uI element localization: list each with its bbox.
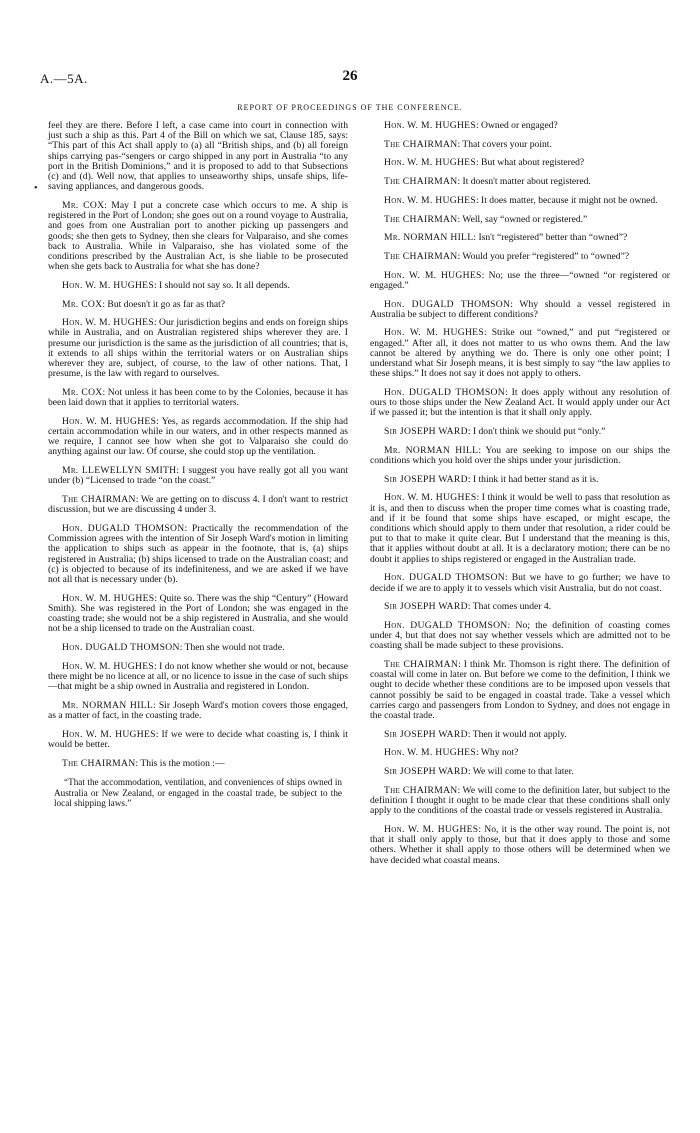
paragraph-text: : Why not? bbox=[475, 747, 519, 759]
speaker-name: The CHAIRMAN bbox=[384, 138, 458, 150]
paragraph bbox=[370, 252, 670, 262]
paragraph-text: : Quite so. There was the ship “Century” (Howard Smith). She was registered in the Port of London; she was engaged in the coasting trade; she would not be a ship registered in Australia, and she would not be a ship licensed to trade on the Australian coast. bbox=[48, 592, 348, 635]
speaker-name: Hon. W. M. HUGHES bbox=[384, 120, 476, 131]
speaker-name: Hon. W. M. HUGHES bbox=[384, 157, 476, 169]
paragraph bbox=[48, 417, 348, 458]
speaker-name: The CHAIRMAN bbox=[384, 250, 458, 262]
speaker-name: Hon. DUGALD THOMSON bbox=[384, 386, 505, 398]
paragraph bbox=[48, 730, 348, 750]
speaker-name: Mr. LLEWELLYN SMITH bbox=[62, 465, 177, 477]
paragraph-text: : Strike out “owned,” and put “registered or engaged.” After all, it does not matter to us who owns them. And the law cannot be altered by anything we do. There is only one other point; I understand what Sir Joseph means, it is best simply to say “the law applies to these ships.” It does not say it does not apply to others. bbox=[370, 327, 670, 380]
right-column bbox=[370, 121, 670, 874]
running-title: REPORT OF PROCEEDINGS OF THE CONFERENCE. bbox=[237, 103, 463, 112]
paragraph bbox=[370, 621, 670, 652]
paragraph bbox=[370, 388, 670, 419]
speaker-name: Hon. W. M. HUGHES bbox=[384, 823, 479, 835]
speaker-name: Hon. W. M. HUGHES bbox=[62, 660, 155, 672]
paragraph-text: : I think it had better stand as it is. bbox=[467, 473, 599, 485]
speaker-name: Hon. W. M. HUGHES bbox=[62, 728, 156, 740]
paragraph-text: “That the accommodation, ventilation, and conveniences of ships owned in Australia or New Zealand, or engaged in the coastal trade, be subject to the local shipping laws.” bbox=[54, 777, 342, 808]
paragraph-text: : I do not know whether she would or not, because there might be no licence at all, or no licence to issue in the case of such ships—that might be a ship owned in Australia and registered in London. bbox=[48, 660, 348, 693]
speaker-name: Sir JOSEPH WARD bbox=[384, 473, 468, 485]
paragraph-text: : May I put a concrete case which occurs to me. A ship is registered in the Port of London; she goes out on a round voyage to Australia, and goes from one Australian port to another picking up passengers and goods; she then gets to Sydney, then she clears for Valparaiso, and she comes back to Australia. While in Valparaiso, she has violated some of the conditions prescribed by the Australian Act, is she liable to be prosecuted when she gets back to Australia for what she has done? bbox=[48, 199, 348, 273]
paragraph bbox=[48, 495, 348, 515]
speaker-name: The CHAIRMAN bbox=[384, 659, 459, 671]
paragraph-text: : You are seeking to impose on our ships the conditions which you hold over the ships under your jurisdiction. bbox=[370, 444, 670, 466]
speaker-name: Mr. NORMAN HILL bbox=[384, 232, 474, 244]
paragraph bbox=[48, 201, 348, 272]
speaker-name: Hon. DUGALD THOMSON bbox=[62, 523, 185, 534]
paragraph bbox=[48, 662, 348, 693]
speaker-name: The CHAIRMAN bbox=[62, 494, 136, 506]
paragraph-text: : Would you prefer “registered” to “owned”? bbox=[457, 250, 630, 262]
paragraph bbox=[48, 466, 348, 486]
speaker-name: Hon. DUGALD THOMSON bbox=[384, 572, 506, 584]
paragraph-text: feel they are there. Before I left, a case came into court in connection with just such a ship as this. Part 4 of the Bill on which we sat, Clause 185, says: “This part of this Act shall apply to (a) all “British ships, and (b) all foreign ships carrying pas-“sengers or cargo shipped in any port in Australia “to any port in the British Dominions,” and it is proposed to add to that Subsections (c) and (d). Well now, that applies to unseaworthy ships, unsafe ships, life-saving appliances, and dangerous goods. bbox=[48, 120, 348, 193]
paragraph bbox=[48, 388, 348, 408]
paragraph bbox=[370, 446, 670, 466]
speaker-name: Hon. W. M. HUGHES bbox=[62, 279, 154, 291]
paragraph-text: : We are getting on to discuss 4. I don't want to restrict discussion, but we are discussing 4 under 3. bbox=[48, 494, 348, 516]
paragraph bbox=[370, 660, 670, 721]
paragraph-text: : But what about registered? bbox=[475, 157, 585, 169]
paragraph-text: : That covers your point. bbox=[457, 138, 552, 150]
paragraph bbox=[370, 140, 670, 150]
paragraph-text: : If we were to decide what coasting is, I think it would be better. bbox=[48, 728, 348, 750]
speaker-name: The CHAIRMAN bbox=[384, 176, 458, 188]
paragraph-text: : Practically the recommendation of the Commission agrees with the intention of Sir Joseph Ward's motion in limiting the application to ships such as appear in the footnote, that is, (a) ships registered in Australia; (b) ships licensed to trade on the Australian coast; and (c) is objected to because of its indefiniteness, and we are asked if we have not all that is necessary under (b). bbox=[48, 523, 348, 586]
paragraph bbox=[48, 300, 348, 310]
paragraph-text: : Owned or engaged? bbox=[475, 120, 558, 131]
paragraph-text: : This is the motion :— bbox=[135, 757, 225, 769]
paragraph bbox=[370, 196, 670, 206]
speaker-name: Hon. W. M. HUGHES bbox=[384, 747, 476, 759]
paragraph bbox=[370, 300, 670, 320]
speaker-name: Mr. COX bbox=[62, 298, 103, 310]
paragraph-text: : I think Mr. Thomson is right there. The definition of coastal will come in later on. But before we come to the definition, I think we ought to decide whether these conditions are to be imposed upon vessels that cannot possibly be said to be engaged in coastal trade. Take a vessel which carries cargo and passengers from London to Sydney, and does not engage in the coastal trade. bbox=[370, 659, 670, 722]
paragraph bbox=[370, 158, 670, 168]
paragraph-text: : Yes, as regards accommodation. If the ship had certain accommodation while in our waters, and in other respects manned as we require, I cannot see how when she got to Valparaiso she could do anything against our law. Of course, she could stop up the ventilation. bbox=[48, 415, 348, 458]
paragraph bbox=[370, 493, 670, 564]
paragraph-text: : Then she would not trade. bbox=[179, 642, 285, 654]
paragraph-text: : No; use the three—“owned “or registered or engaged.” bbox=[370, 269, 670, 291]
paragraph bbox=[54, 777, 342, 808]
paragraph bbox=[48, 318, 348, 379]
paragraph bbox=[48, 281, 348, 291]
speaker-name: Hon. W. M. HUGHES bbox=[384, 194, 476, 206]
paragraph-text: : No, it is the other way round. The point is, not that it shall only apply to those, but that it does apply to those and some others. Whether it shall apply to those others will be determined when we have decided what coastal means. bbox=[370, 823, 670, 866]
speaker-name: Hon. DUGALD THOMSON bbox=[384, 619, 508, 631]
paragraph bbox=[370, 786, 670, 817]
paragraph-text: : We will come to the definition later, but subject to the definition I thought it ought to be made clear that these conditions shall only apply to the conditions of the coastal trade or vessels registered in Australia. bbox=[370, 784, 670, 817]
paragraph-text: : It does apply without any resolution of ours to those ships under the New Zealand Act. It would apply under our Act if we passed it; but the intention is that it shall only apply. bbox=[370, 386, 670, 419]
paragraph-text: : It does matter, because it might not be owned. bbox=[475, 194, 658, 206]
paragraph bbox=[370, 475, 670, 485]
paragraph bbox=[48, 701, 348, 721]
speaker-name: The CHAIRMAN bbox=[62, 757, 136, 769]
paragraph bbox=[48, 524, 348, 585]
paragraph bbox=[370, 121, 670, 131]
document-reference: A.—5A. bbox=[40, 71, 88, 86]
paragraph-text: : Well, say “owned or registered.” bbox=[457, 213, 588, 225]
page-number: 26 bbox=[342, 68, 358, 84]
paragraph-text: : I think it would be well to pass that resolution as it is, and then to discuss when the proper time comes what is coasting trade, and if it be found that some ships have escaped, or might escape, the conditions which should apply to them under that resolution, a rider could be put to that to make it quite clear. But I understand that the meaning is this, that it applies without doubt at all. It is a declaratory motion; there can be no doubt it applies to ships registered or engaged in the Australian trade. bbox=[370, 492, 670, 565]
margin-mark: • bbox=[34, 183, 38, 194]
speaker-name: Hon. DUGALD THOMSON bbox=[384, 298, 511, 310]
speaker-name: Hon. DUGALD THOMSON bbox=[62, 642, 180, 654]
paragraph-text: : No; the definition of coasting comes under 4, but that does not say whether vessels which are admitted not to be coasting shall be made subject to these provisions. bbox=[370, 619, 670, 652]
paragraph-text: : That comes under 4. bbox=[467, 601, 552, 613]
paragraph-text: : But we have to go further; we have to decide if we are to apply it to vessels which visit Australia, but do not coast. bbox=[370, 572, 670, 594]
left-column bbox=[48, 121, 348, 816]
paragraph-text: : But doesn't it go as far as that? bbox=[102, 298, 226, 310]
paragraph bbox=[370, 767, 670, 777]
speaker-name: Mr. NORMAN HILL bbox=[62, 699, 153, 711]
paragraph bbox=[370, 328, 670, 379]
paragraph-text: : I suggest you have really got all you want under (b) “Licensed to trade “on the coast.” bbox=[48, 465, 348, 487]
paragraph bbox=[370, 233, 670, 243]
paragraph bbox=[48, 594, 348, 635]
speaker-name: The CHAIRMAN bbox=[384, 213, 458, 225]
paragraph bbox=[370, 427, 670, 437]
paragraph bbox=[48, 759, 348, 769]
paragraph bbox=[48, 121, 348, 192]
paragraph-text: : I don't think we should put “only.” bbox=[467, 426, 606, 438]
paragraph-text: : Isn't “registered” better than “owned”? bbox=[473, 232, 628, 244]
speaker-name: The CHAIRMAN bbox=[384, 784, 458, 796]
paragraph bbox=[370, 573, 670, 593]
paragraph bbox=[370, 602, 670, 612]
speaker-name: Sir JOSEPH WARD bbox=[384, 426, 468, 438]
speaker-name: Hon. W. M. HUGHES bbox=[384, 269, 482, 281]
paragraph-text: : Sir Joseph Ward's motion covers those engaged, as a matter of fact, in the coasting trade. bbox=[48, 699, 348, 722]
speaker-name: Hon. W. M. HUGHES bbox=[62, 592, 155, 604]
paragraph bbox=[370, 730, 670, 740]
speaker-name: Hon. W. M. HUGHES bbox=[384, 492, 477, 504]
paragraph-text: : Not unless it has been come to by the Colonies, because it has been laid down that it applies to territorial waters. bbox=[48, 386, 348, 409]
speaker-name: Hon. W. M. HUGHES bbox=[384, 327, 484, 339]
paragraph-text: : Why should a vessel registered in Australia be subject to different conditions? bbox=[370, 298, 670, 320]
paragraph-text: : Our jurisdiction begins and ends on foreign ships while in Australia, and on Australian registered ships wherever they are. I presume our jurisdiction is the same as the jurisdiction of all countries; that is, it extends to all ships within the territorial waters or on Australian ships wherever they are, subject, of course, to the law of other nations. That, I presume, is the law with regard to ourselves. bbox=[48, 317, 349, 380]
paragraph-text: : I should not say so. It all depends. bbox=[153, 279, 290, 291]
speaker-name: Sir JOSEPH WARD bbox=[384, 601, 468, 613]
speaker-name: Mr. COX bbox=[62, 199, 105, 211]
speaker-name: Hon. W. M. HUGHES bbox=[62, 317, 154, 329]
speaker-name: Mr. NORMAN HILL bbox=[384, 444, 479, 456]
paragraph bbox=[370, 177, 670, 187]
speaker-name: Hon. W. M. HUGHES bbox=[62, 415, 157, 427]
paragraph bbox=[370, 271, 670, 291]
speaker-name: Sir JOSEPH WARD bbox=[384, 728, 468, 740]
paragraph-text: : It doesn't matter about registered. bbox=[457, 176, 591, 188]
speaker-name: Mr. COX bbox=[62, 386, 103, 398]
paragraph-text: : Then it would not apply. bbox=[467, 728, 567, 740]
speaker-name: Sir JOSEPH WARD bbox=[384, 766, 468, 778]
paragraph bbox=[370, 215, 670, 225]
paragraph bbox=[370, 748, 670, 758]
paragraph bbox=[48, 643, 348, 653]
paragraph bbox=[370, 825, 670, 866]
paragraph-text: : We will come to that later. bbox=[467, 766, 574, 778]
